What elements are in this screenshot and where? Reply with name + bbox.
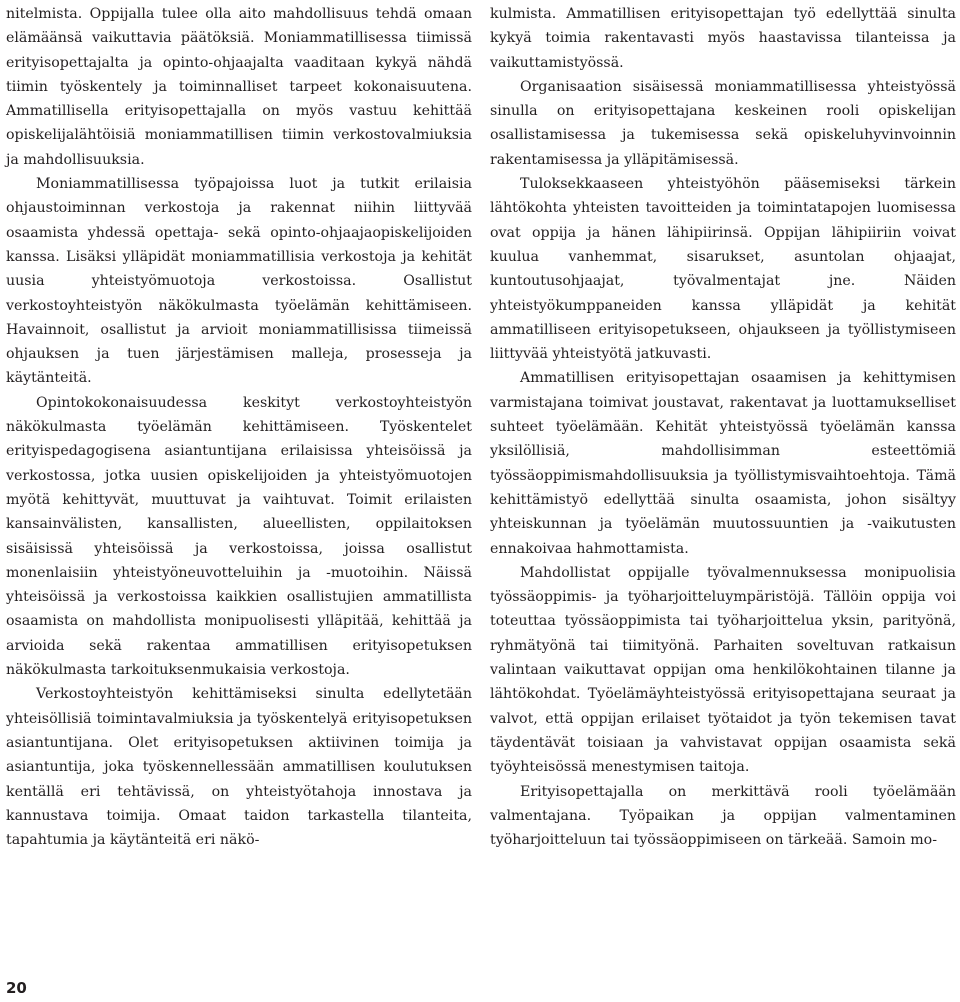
paragraph: Opintokokonaisuudessa keskityt verkostoyhteistyön näkökulmasta työelämän kehittämiseen. Työskentelet erityispedagogisena asiantuntijana erilaisissa yhteisöissä ja verkostossa, jotka uusien opiskelijoiden ja yhteistyömuotojen myötä kehittyvät, muuttuvat ja vaihtuvat. Toimit erilaisten kansainvälisten, kansallisten, alueellisten, oppilaitoksen sisäisissä yhteisöissä ja verkostoissa, joissa osallistut monenlaisiin yhteistyöneuvotteluihin ja -muotoihin. Näissä yhteisöissä ja verkostoissa kaikkien osallistujien ammatillista osaamista on mahdollista monipuolisesti ylläpitää, kehittää ja arvioida sekä rakentaa ammatillisen erityisopetuksen näkökulmasta tarkoituksenmukaisia verkostoja. bbox=[6, 394, 472, 679]
paragraph: Erityisopettajalla on merkittävä rooli työelämään valmentajana. Työpaikan ja oppijan valmentaminen työharjoitteluun tai työssäoppimiseen on tärkeää. Samoin mo- bbox=[490, 783, 956, 849]
paragraph: Organisaation sisäisessä moniammatillisessa yhteistyössä sinulla on erityisopettajana keskeinen rooli opiskelijan osallistamisessa ja tukemisessa sekä opiskeluhyvinvoinnin rakentamisessa ja ylläpitämisessä. bbox=[490, 78, 956, 168]
paragraph: kulmista. Ammatillisen erityisopettajan työ edellyttää sinulta kykyä toimia rakentavasti myös haastavissa tilanteissa ja vaikuttamistyössä. bbox=[490, 6, 956, 71]
right-text-column bbox=[490, 2, 956, 852]
paragraph: Mahdollistat oppijalle työvalmennuksessa monipuolisia työssäoppimis- ja työharjoitteluympäristöjä. Tällöin oppija voi toteuttaa työssäoppimista tai työharjoittelua yksin, parityönä, ryhmätyönä tai tiimityönä. Parhaiten soveltuvan ratkaisun valintaan vaikuttavat oppijan oma henkilökohtainen tilanne ja lähtökohdat. Työelämäyhteistyössä erityisopettajana seuraat ja valvot, että oppijan erilaiset työtaidot ja työn tekemisen tavat täydentävät toisiaan ja vahvistavat oppijan osaamista sekä työyhteisössä menestymisen taitoja. bbox=[490, 564, 956, 776]
paragraph: Moniammatillisessa työpajoissa luot ja tutkit erilaisia ohjaustoiminnan verkostoja ja rakennat niihin liittyvää osaamista yhdessä opettaja- sekä opinto-ohjaajaopiskelijoiden kanssa. Lisäksi ylläpidät moniammatillisia verkostoja ja kehität uusia yhteistyömuotoja verkostoissa. Osallistut verkostoyhteistyön näkökulmasta työelämän kehittämiseen. Havainnoit, osallistut ja arvioit moniammatillisissa tiimeissä ohjauksen ja tuen järjestämisen malleja, prosesseja ja käytänteitä. bbox=[6, 176, 472, 387]
paragraph: Tuloksekkaaseen yhteistyöhön pääsemiseksi tärkein lähtökohta yhteisten tavoitteiden ja toimintatapojen luomisessa ovat oppija ja hänen lähipiirinsä. Oppijan lähipiiriin voivat kuulua vanhemmat, sisarukset, asuntolan ohjaajat, kuntoutusohjaajat, työvalmentajat jne. Näiden yhteistyökumppaneiden kanssa ylläpidät ja kehität ammatilliseen erityisopetukseen, ohjaukseen ja työllistymiseen liittyvää yhteistyötä jatkuvasti. bbox=[490, 176, 956, 363]
page-number: 20 bbox=[6, 979, 27, 997]
paragraph: Ammatillisen erityisopettajan osaamisen ja kehittymisen varmistajana toimivat joustavat, rakentavat ja luottamukselliset suhteet työelämään. Kehität yhteistyössä työelämän kanssa yksilöllisiä, mahdollisimman esteettömiä työssäoppimismahdollisuuksia ja työllistymisvaihtoehtoja. Tämä kehittämistyö edellyttää sinulta osaamista, johon sisältyy yhteiskunnan ja työelämän muutossuuntien ja -vaikutusten ennakoivaa hahmottamista. bbox=[490, 370, 956, 557]
paragraph: Verkostoyhteistyön kehittämiseksi sinulta edellytetään yhteisöllisiä toimintavalmiuksia ja työskentelyä erityisopetuksen asiantuntijana. Olet erityisopetuksen aktiivinen toimija ja asiantuntija, joka työskennellessään ammatillisen koulutuksen kentällä eri tehtävissä, on yhteistyötahoja innostava ja kannustava toimija. Omaat taidon tarkastella tilanteita, tapahtumia ja käytänteitä eri näkö- bbox=[6, 686, 472, 849]
left-text-column bbox=[6, 2, 472, 852]
paragraph: nitelmista. Oppijalla tulee olla aito mahdollisuus tehdä omaan elämäänsä vaikuttavia päätöksiä. Moniammatillisessa tiimissä erityisopettajalta ja opinto-ohjaajalta vaaditaan kykyä nähdä tiimin työskentely ja toiminnalliset tarpeet kokonaisuutena. Ammatillisella erityisopettajalla on myös vastuu kehittää opiskelijalähtöisiä moniammatillisen tiimin verkostovalmiuksia ja mahdollisuuksia. bbox=[6, 6, 472, 168]
